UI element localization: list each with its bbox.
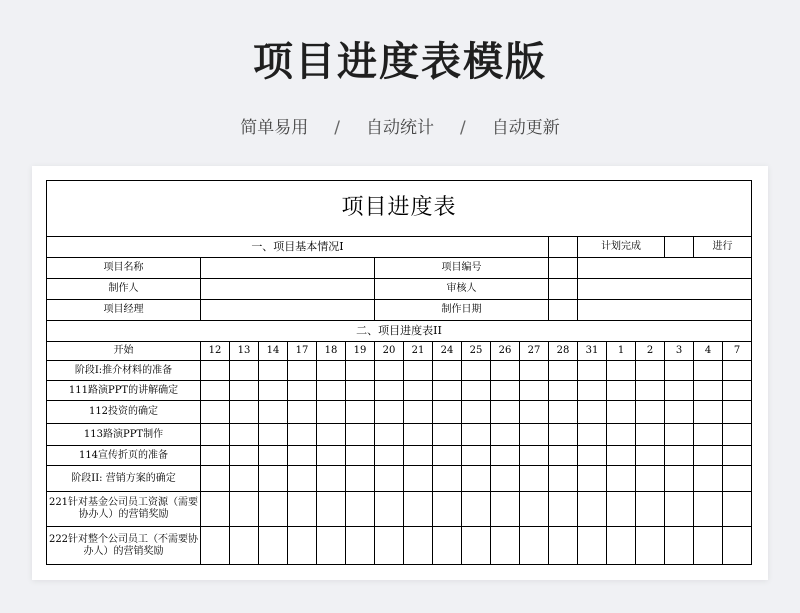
schedule-cell[interactable] (259, 492, 288, 527)
schedule-cell[interactable] (462, 492, 491, 527)
schedule-cell[interactable] (491, 401, 520, 424)
schedule-cell[interactable] (665, 492, 694, 527)
schedule-cell[interactable] (520, 492, 549, 527)
field-project-number-value[interactable] (578, 258, 752, 279)
schedule-cell[interactable] (375, 527, 404, 565)
schedule-cell[interactable] (665, 446, 694, 466)
schedule-cell[interactable] (259, 361, 288, 381)
schedule-cell[interactable] (578, 381, 607, 401)
schedule-cell[interactable] (230, 381, 259, 401)
schedule-cell[interactable] (462, 361, 491, 381)
schedule-cell[interactable] (578, 361, 607, 381)
schedule-cell[interactable] (723, 527, 752, 565)
schedule-cell[interactable] (288, 361, 317, 381)
day-header: 1 (607, 342, 636, 361)
schedule-cell[interactable] (375, 446, 404, 466)
progress-table (46, 180, 752, 565)
schedule-cell[interactable] (462, 527, 491, 565)
section-basic-info-title: 一、项目基本情况I (47, 237, 549, 258)
schedule-cell[interactable] (549, 424, 578, 446)
schedule-cell[interactable] (491, 446, 520, 466)
schedule-cell[interactable] (346, 492, 375, 527)
schedule-cell[interactable] (607, 424, 636, 446)
schedule-cell[interactable] (404, 401, 433, 424)
schedule-cell[interactable] (230, 466, 259, 492)
tag-auto-stats: 自动统计 (366, 118, 434, 138)
schedule-cell[interactable] (259, 401, 288, 424)
day-header: 18 (317, 342, 346, 361)
schedule-cell[interactable] (520, 527, 549, 565)
field-reviewer-value[interactable] (578, 279, 752, 300)
schedule-cell[interactable] (665, 466, 694, 492)
schedule-cell[interactable] (317, 492, 346, 527)
schedule-cell[interactable] (259, 424, 288, 446)
schedule-cell[interactable] (636, 492, 665, 527)
schedule-cell[interactable] (723, 466, 752, 492)
schedule-cell[interactable] (201, 492, 230, 527)
schedule-cell[interactable] (723, 401, 752, 424)
schedule-cell[interactable] (694, 446, 723, 466)
schedule-cell[interactable] (578, 424, 607, 446)
schedule-cell[interactable] (346, 527, 375, 565)
schedule-cell[interactable] (317, 361, 346, 381)
schedule-cell[interactable] (491, 466, 520, 492)
schedule-cell[interactable] (665, 424, 694, 446)
schedule-cell[interactable] (346, 381, 375, 401)
schedule-cell[interactable] (578, 492, 607, 527)
schedule-cell[interactable] (723, 424, 752, 446)
schedule-cell[interactable] (607, 492, 636, 527)
schedule-cell[interactable] (259, 446, 288, 466)
schedule-cell[interactable] (346, 424, 375, 446)
task-name: 114宣传折页的准备 (47, 446, 201, 466)
cell[interactable] (549, 237, 578, 258)
schedule-cell[interactable] (404, 446, 433, 466)
schedule-cell[interactable] (433, 527, 462, 565)
schedule-cell[interactable] (578, 527, 607, 565)
schedule-cell[interactable] (491, 527, 520, 565)
schedule-cell[interactable] (665, 527, 694, 565)
day-header: 20 (375, 342, 404, 361)
schedule-cell[interactable] (520, 424, 549, 446)
schedule-cell[interactable] (491, 424, 520, 446)
schedule-cell[interactable] (317, 381, 346, 401)
task-row (47, 361, 752, 381)
schedule-cell[interactable] (462, 381, 491, 401)
schedule-cell[interactable] (578, 401, 607, 424)
schedule-cell[interactable] (607, 466, 636, 492)
task-name: 221针对基金公司员工资源（需要协办人）的营销奖励 (47, 492, 201, 527)
schedule-cell[interactable] (230, 361, 259, 381)
schedule-cell[interactable] (520, 401, 549, 424)
schedule-cell[interactable] (230, 492, 259, 527)
schedule-cell[interactable] (549, 466, 578, 492)
start-label: 开始 (47, 342, 201, 361)
schedule-cell[interactable] (694, 492, 723, 527)
schedule-cell[interactable] (288, 527, 317, 565)
schedule-cell[interactable] (636, 446, 665, 466)
day-header: 17 (288, 342, 317, 361)
day-header: 7 (723, 342, 752, 361)
schedule-cell[interactable] (520, 466, 549, 492)
schedule-cell[interactable] (346, 466, 375, 492)
schedule-cell[interactable] (520, 361, 549, 381)
field-reviewer-label: 审核人 (375, 279, 549, 300)
schedule-cell[interactable] (636, 401, 665, 424)
task-row (47, 446, 752, 466)
schedule-cell[interactable] (375, 492, 404, 527)
schedule-cell[interactable] (317, 424, 346, 446)
schedule-cell[interactable] (404, 381, 433, 401)
schedule-cell[interactable] (549, 361, 578, 381)
schedule-cell[interactable] (317, 446, 346, 466)
schedule-cell[interactable] (694, 401, 723, 424)
schedule-cell[interactable] (723, 492, 752, 527)
schedule-cell[interactable] (201, 446, 230, 466)
schedule-cell[interactable] (433, 424, 462, 446)
schedule-cell[interactable] (230, 424, 259, 446)
task-row (47, 381, 752, 401)
field-created-date-value-a[interactable] (549, 300, 578, 321)
schedule-cell[interactable] (549, 446, 578, 466)
day-header: 4 (694, 342, 723, 361)
schedule-cell[interactable] (520, 381, 549, 401)
field-author-value[interactable] (201, 279, 375, 300)
task-row (47, 527, 752, 565)
schedule-cell[interactable] (201, 361, 230, 381)
separator: / (460, 118, 466, 138)
field-reviewer-value-a[interactable] (549, 279, 578, 300)
schedule-cell[interactable] (317, 401, 346, 424)
schedule-cell[interactable] (665, 361, 694, 381)
section-progress-title: 二、项目进度表II (47, 321, 752, 342)
schedule-cell[interactable] (404, 466, 433, 492)
field-project-name-value[interactable] (201, 258, 375, 279)
schedule-cell[interactable] (462, 466, 491, 492)
schedule-cell[interactable] (636, 466, 665, 492)
schedule-cell[interactable] (317, 527, 346, 565)
status-in-progress-label: 进行 (694, 237, 752, 258)
schedule-cell[interactable] (288, 446, 317, 466)
day-header: 24 (433, 342, 462, 361)
task-name: 阶段II: 营销方案的确定 (47, 466, 201, 492)
schedule-cell[interactable] (694, 466, 723, 492)
schedule-cell[interactable] (694, 527, 723, 565)
schedule-cell[interactable] (404, 527, 433, 565)
schedule-cell[interactable] (288, 466, 317, 492)
task-row (47, 466, 752, 492)
schedule-cell[interactable] (607, 361, 636, 381)
field-project-number-label: 项目编号 (375, 258, 549, 279)
schedule-cell[interactable] (201, 401, 230, 424)
tag-auto-update: 自动更新 (491, 118, 560, 138)
day-header: 19 (346, 342, 375, 361)
day-header: 31 (578, 342, 607, 361)
schedule-cell[interactable] (491, 361, 520, 381)
schedule-cell[interactable] (288, 401, 317, 424)
field-project-number-value-a[interactable] (549, 258, 578, 279)
day-header: 3 (665, 342, 694, 361)
schedule-cell[interactable] (607, 527, 636, 565)
schedule-cell[interactable] (462, 424, 491, 446)
schedule-cell[interactable] (259, 466, 288, 492)
schedule-cell[interactable] (433, 381, 462, 401)
schedule-cell[interactable] (230, 446, 259, 466)
schedule-cell[interactable] (404, 492, 433, 527)
schedule-cell[interactable] (578, 446, 607, 466)
schedule-cell[interactable] (375, 401, 404, 424)
schedule-cell[interactable] (201, 381, 230, 401)
task-row (47, 401, 752, 424)
day-header: 27 (520, 342, 549, 361)
schedule-cell[interactable] (375, 466, 404, 492)
schedule-cell[interactable] (723, 361, 752, 381)
schedule-cell[interactable] (578, 466, 607, 492)
schedule-cell[interactable] (259, 381, 288, 401)
schedule-cell[interactable] (259, 527, 288, 565)
schedule-cell[interactable] (462, 401, 491, 424)
schedule-cell[interactable] (694, 381, 723, 401)
day-header: 25 (462, 342, 491, 361)
schedule-cell[interactable] (375, 381, 404, 401)
schedule-cell[interactable] (636, 361, 665, 381)
schedule-cell[interactable] (201, 466, 230, 492)
schedule-cell[interactable] (723, 381, 752, 401)
schedule-cell[interactable] (433, 401, 462, 424)
schedule-cell[interactable] (636, 381, 665, 401)
schedule-cell[interactable] (694, 424, 723, 446)
day-header: 28 (549, 342, 578, 361)
schedule-cell[interactable] (462, 446, 491, 466)
task-name: 113路演PPT制作 (47, 424, 201, 446)
task-row (47, 492, 752, 527)
schedule-cell[interactable] (665, 381, 694, 401)
day-header: 21 (404, 342, 433, 361)
info-row (47, 279, 752, 300)
schedule-cell[interactable] (636, 527, 665, 565)
task-name: 222针对整个公司员工（不需要协办人）的营销奖励 (47, 527, 201, 565)
schedule-cell[interactable] (607, 446, 636, 466)
schedule-cell[interactable] (230, 401, 259, 424)
schedule-cell[interactable] (549, 401, 578, 424)
schedule-cell[interactable] (201, 527, 230, 565)
info-row (47, 300, 752, 321)
spreadsheet-card (32, 166, 768, 580)
schedule-cell[interactable] (346, 446, 375, 466)
schedule-cell[interactable] (201, 424, 230, 446)
status-planned-label: 计划完成 (578, 237, 665, 258)
schedule-cell[interactable] (665, 401, 694, 424)
schedule-cell[interactable] (404, 361, 433, 381)
subtitle-tags (0, 113, 800, 138)
schedule-cell[interactable] (375, 361, 404, 381)
schedule-cell[interactable] (549, 381, 578, 401)
schedule-cell[interactable] (404, 424, 433, 446)
separator: / (334, 118, 340, 138)
cell[interactable] (665, 237, 694, 258)
schedule-cell[interactable] (346, 401, 375, 424)
info-row (47, 258, 752, 279)
schedule-cell[interactable] (520, 446, 549, 466)
schedule-cell[interactable] (549, 527, 578, 565)
tag-easy: 简单易用 (240, 118, 309, 138)
schedule-cell[interactable] (288, 424, 317, 446)
schedule-cell[interactable] (288, 492, 317, 527)
schedule-cell[interactable] (433, 492, 462, 527)
day-header: 2 (636, 342, 665, 361)
schedule-cell[interactable] (375, 424, 404, 446)
schedule-cell[interactable] (491, 381, 520, 401)
day-header-row (47, 342, 752, 361)
field-created-date-label: 制作日期 (375, 300, 549, 321)
day-header: 26 (491, 342, 520, 361)
day-header: 13 (230, 342, 259, 361)
schedule-cell[interactable] (346, 361, 375, 381)
schedule-cell[interactable] (607, 381, 636, 401)
schedule-cell[interactable] (230, 527, 259, 565)
task-name: 111路演PPT的讲解确定 (47, 381, 201, 401)
field-project-name-label: 项目名称 (47, 258, 201, 279)
schedule-cell[interactable] (607, 401, 636, 424)
field-project-manager-label: 项目经理 (47, 300, 201, 321)
task-row (47, 424, 752, 446)
field-project-manager-value[interactable] (201, 300, 375, 321)
task-name: 阶段I:推介材料的准备 (47, 361, 201, 381)
schedule-cell[interactable] (694, 361, 723, 381)
day-header: 14 (259, 342, 288, 361)
task-name: 112投资的确定 (47, 401, 201, 424)
schedule-cell[interactable] (433, 466, 462, 492)
schedule-cell[interactable] (723, 446, 752, 466)
schedule-cell[interactable] (433, 361, 462, 381)
schedule-cell[interactable] (491, 492, 520, 527)
schedule-cell[interactable] (549, 492, 578, 527)
schedule-cell[interactable] (636, 424, 665, 446)
field-author-label: 制作人 (47, 279, 201, 300)
schedule-cell[interactable] (433, 446, 462, 466)
schedule-cell[interactable] (288, 381, 317, 401)
day-header: 12 (201, 342, 230, 361)
field-created-date-value[interactable] (578, 300, 752, 321)
schedule-cell[interactable] (317, 466, 346, 492)
page-title: 项目进度表模版 (253, 39, 547, 85)
sheet-title: 项目进度表 (47, 181, 752, 237)
